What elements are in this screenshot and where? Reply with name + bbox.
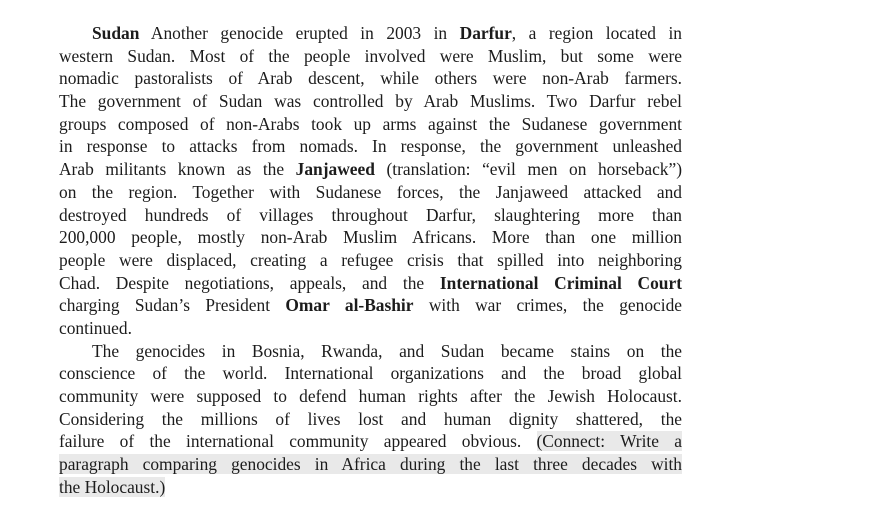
text-span: 200,000 people, mostly non-Arab Muslim Africans. More than one million (59, 227, 682, 248)
text-span: Arab militants known as the (59, 159, 296, 180)
text-line (59, 430, 682, 453)
text-line (59, 113, 682, 136)
highlighted-text: paragraph comparing genocides in Africa during the last three decades with (59, 454, 682, 475)
text-line (59, 67, 682, 90)
text-span: with war crimes, the genocide (413, 295, 682, 316)
text-span: charging Sudan’s President (59, 295, 286, 316)
text-line (59, 226, 682, 249)
text-line (59, 249, 682, 272)
bold-term: International Criminal Court (439, 272, 682, 293)
text-span: failure of the international community appeared obvious. (59, 431, 537, 452)
text-line (59, 181, 682, 204)
text-line (59, 476, 682, 499)
text-line (59, 408, 682, 431)
text-span: , a region located in (511, 23, 683, 43)
text-span: destroyed hundreds of villages throughout Darfur, slaughtering more than (59, 204, 682, 225)
paragraph-genocides-conclusion (59, 340, 682, 499)
document-page (59, 22, 682, 498)
text-line (59, 294, 682, 317)
text-span: continued. (59, 317, 132, 338)
text-span: (translation: “evil men on horseback”) (374, 159, 682, 180)
text-line (59, 135, 682, 158)
text-span: on the region. Together with Sudanese forces, the Janjaweed attacked and (59, 181, 682, 202)
paragraph-sudan (59, 22, 682, 340)
bold-term: Omar al-Bashir (285, 295, 414, 316)
text-line (59, 158, 682, 181)
bold-term: Janjaweed (295, 159, 375, 180)
highlighted-text: the Holocaust.) (59, 476, 166, 497)
text-line (59, 45, 682, 68)
text-span: western Sudan. Most of the people involved were Muslim, but some were (59, 45, 682, 66)
bold-term: Sudan (92, 23, 140, 43)
text-line (59, 453, 682, 476)
text-line (59, 317, 682, 340)
text-line (59, 385, 682, 408)
text-span: people were displaced, creating a refugee crisis that spilled into neighboring (59, 249, 682, 270)
text-span: The genocides in Bosnia, Rwanda, and Sudan became stains on the (92, 340, 682, 361)
text-span: groups composed of non-Arabs took up arms against the Sudanese government (59, 113, 682, 134)
text-line (59, 272, 682, 295)
text-span: community were supposed to defend human rights after the Jewish Holocaust. (59, 386, 682, 406)
text-line (59, 362, 682, 385)
text-span: The government of Sudan was controlled by Arab Muslims. Two Darfur rebel (59, 91, 682, 112)
text-span: Chad. Despite negotiations, appeals, and the (59, 272, 440, 293)
text-line (59, 340, 682, 363)
text-span: in response to attacks from nomads. In response, the government unleashed (59, 136, 682, 157)
text-span: nomadic pastoralists of Arab descent, while others were non-Arab farmers. (59, 68, 682, 89)
text-line (59, 22, 682, 45)
text-line (59, 90, 682, 113)
bold-term: Darfur (459, 23, 512, 43)
text-span: Considering the millions of lives lost and human dignity shattered, the (59, 408, 682, 429)
text-span: Another genocide erupted in 2003 in (139, 23, 460, 43)
text-span: conscience of the world. International organizations and the broad global (59, 363, 682, 384)
text-line (59, 204, 682, 227)
highlighted-text: (Connect: Write a (536, 431, 682, 452)
